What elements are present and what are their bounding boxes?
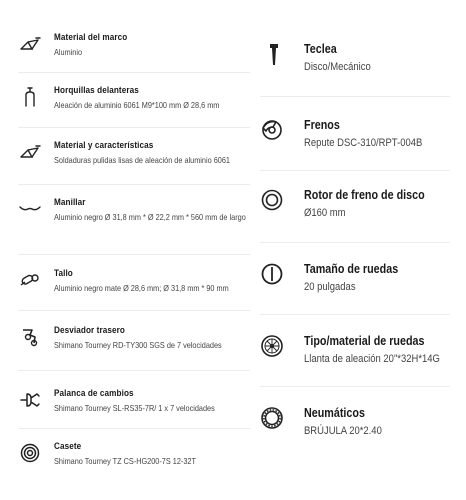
cassette-icon xyxy=(18,441,42,465)
tire-icon xyxy=(260,406,284,430)
stem-icon xyxy=(18,268,42,292)
divider xyxy=(18,310,250,311)
spec-value: Aluminio negro Ø 31,8 mm * Ø 22,2 mm * 560 mm de largo xyxy=(54,212,246,222)
spec-rear-derailleur xyxy=(18,325,286,352)
spec-value: Repute DSC-310/RPT-004B xyxy=(304,137,423,149)
frame-icon xyxy=(18,140,42,164)
spec-value: Soldaduras pulidas lisas de aleación de aluminio 6061 xyxy=(54,155,230,165)
spec-value: BRÚJULA 20*2.40 xyxy=(304,425,382,437)
spec-title: Manillar xyxy=(54,197,86,208)
spec-title: Tipo/material de ruedas xyxy=(304,334,425,348)
frame-icon xyxy=(18,32,42,56)
spec-value: Ø160 mm xyxy=(304,207,346,219)
spec-title: Rotor de freno de disco xyxy=(304,188,425,202)
spec-title: Horquillas delanteras xyxy=(54,85,139,96)
divider xyxy=(18,184,250,185)
spec-title: Casete xyxy=(54,441,82,452)
shifter-icon xyxy=(18,388,42,412)
handlebar-icon xyxy=(18,197,42,221)
brake-lever-icon xyxy=(262,42,286,66)
spec-value: Aleación de aluminio 6061 M9*100 mm Ø 28,6 mm xyxy=(54,100,220,110)
wheel-size-icon xyxy=(260,262,284,286)
divider xyxy=(18,370,250,371)
divider xyxy=(260,314,450,315)
divider xyxy=(260,170,450,171)
spec-value: Aluminio negro mate Ø 28,6 mm; Ø 31,8 mm * 90 mm xyxy=(54,283,229,293)
spec-material-features xyxy=(18,140,286,167)
spec-value: Disco/Mecánico xyxy=(304,61,371,73)
brake-icon xyxy=(260,118,284,142)
spec-handlebar xyxy=(18,197,286,224)
spec-value: Shimano Tourney SL-RS35-7R/ 1 x 7 velocidades xyxy=(54,403,215,413)
spec-brake-lever xyxy=(260,42,382,73)
disc-rotor-icon xyxy=(260,188,284,212)
spec-wheel-size xyxy=(260,262,414,293)
divider xyxy=(18,254,250,255)
spec-disc-rotor xyxy=(260,188,444,219)
spec-title: Desviador trasero xyxy=(54,325,125,336)
divider xyxy=(18,428,250,429)
divider xyxy=(260,386,450,387)
divider xyxy=(260,96,450,97)
divider xyxy=(260,242,450,243)
spec-tires xyxy=(260,406,395,437)
spec-title: Teclea xyxy=(304,42,337,56)
spec-value: Aluminio xyxy=(54,47,83,57)
spec-title: Material y características xyxy=(54,140,154,151)
spec-value: Shimano Tourney TZ CS-HG200-7S 12-32T xyxy=(54,456,196,466)
spec-value: Shimano Tourney RD-TY300 SGS de 7 velocidades xyxy=(54,340,222,350)
spec-title: Tallo xyxy=(54,268,73,279)
spec-title: Palanca de cambios xyxy=(54,388,134,399)
rim-icon xyxy=(260,334,284,358)
spec-value: Llanta de aleación 20"*32H*14G xyxy=(304,353,440,365)
spec-shifter xyxy=(18,388,286,415)
spec-cassette xyxy=(18,441,286,468)
fork-icon xyxy=(18,85,42,109)
divider xyxy=(18,127,250,128)
spec-stem xyxy=(18,268,286,295)
spec-title: Material del marco xyxy=(54,32,128,43)
spec-title: Frenos xyxy=(304,118,340,132)
spec-rim-type xyxy=(260,334,462,365)
derailleur-icon xyxy=(18,325,42,349)
divider xyxy=(18,72,250,73)
spec-value: 20 pulgadas xyxy=(304,281,356,293)
spec-brakes xyxy=(260,118,442,149)
spec-frame-material xyxy=(18,32,286,59)
spec-title: Neumáticos xyxy=(304,406,365,420)
spec-title: Tamaño de ruedas xyxy=(304,262,399,276)
spec-front-fork xyxy=(18,85,286,112)
